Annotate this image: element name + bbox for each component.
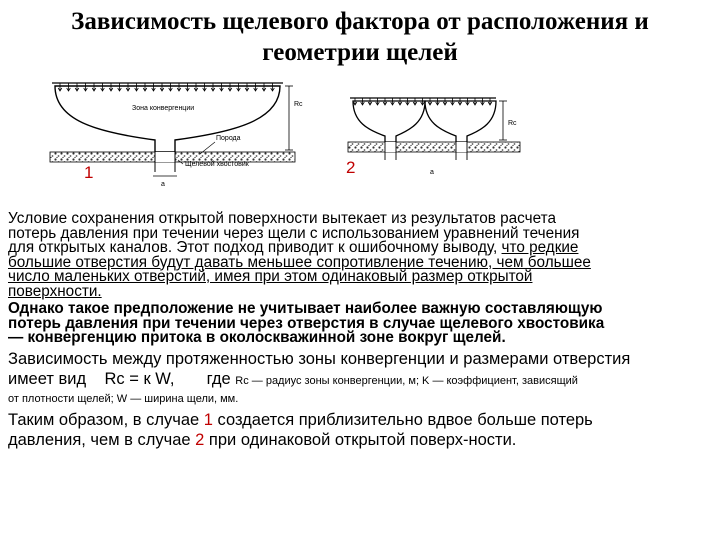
fig2-a-label: a <box>430 169 434 176</box>
rock-label: Порода <box>216 135 241 142</box>
shank-label: Щелевой хвостовик <box>185 161 249 168</box>
para3-line-2-definitions: Rc — радиус зоны конвергенции, м; K — коэффициент, зависящий <box>235 374 578 387</box>
para4-line-1-lead: Таким образом, в случае <box>8 410 204 429</box>
para3-line-2-where: где <box>174 369 236 388</box>
slot-gap-right <box>456 142 467 152</box>
case-2-number: 2 <box>195 430 205 449</box>
slot-gap <box>155 152 175 162</box>
para1-line-3-underlined: что редкие <box>501 239 579 256</box>
paragraph-2 <box>8 302 713 346</box>
para1-line-1: Условие сохранения открытой поверхности вытекает из результатов расчета <box>8 210 556 227</box>
paragraph-3 <box>8 349 713 407</box>
para2-line-2: потерь давления при течении через отверстия в случае щелевого хвостовика <box>8 314 605 332</box>
para4-line-2 <box>8 430 713 450</box>
fig2-rc-label: Rc <box>508 120 517 127</box>
para3-line-3: от плотности щелей; W — ширина щели, мм. <box>8 392 239 405</box>
para3-line-2 <box>8 369 713 391</box>
convergence-zone-right <box>425 101 496 142</box>
figure-2 <box>348 98 520 176</box>
zone-label: Зона конвергенции <box>132 105 195 112</box>
para1-line-3-text: для открытых каналов. Этот подход приводит к ошибочному выводу, <box>8 239 502 256</box>
para3-line-2-lead: имеет вид <box>8 369 105 388</box>
convergence-zone-outline <box>55 86 280 152</box>
page-title <box>20 6 700 68</box>
formula: Rc = к W, <box>104 369 175 388</box>
paragraph-4 <box>8 410 713 450</box>
para3-line-1: Зависимость между протяженностью зоны конвергенции и размерами отверстия <box>8 349 631 368</box>
para4-line-2-tail: при одинаковой открытой поверх-ности. <box>204 430 517 449</box>
para1-line-4: большие отверстия будут давать меньшее сопротивление течению, чем большее <box>8 253 591 271</box>
para1-line-5: число маленьких отверстий, имея при этом одинаковый размер открытой <box>8 268 533 285</box>
para1-line-6: поверхности. <box>8 282 102 300</box>
para2-line-3: — конвергенцию притока в околоскважинной зоне вокруг щелей. <box>8 329 506 346</box>
para4-line-1 <box>8 410 713 430</box>
rock-layer-2 <box>348 142 520 152</box>
case-1-number: 1 <box>203 410 213 429</box>
title-line-1: Зависимость щелевого фактора от расположения и <box>71 8 649 35</box>
fig1-rc-label: Rc <box>294 101 303 108</box>
inflow-arrows <box>58 83 274 91</box>
figure-2-number: 2 <box>346 158 356 177</box>
para2-line-1: Однако такое предположение не учитывает наиболее важную составляющую <box>8 300 603 317</box>
para4-line-1-tail: создается приблизительно вдвое больше потерь <box>212 410 593 429</box>
fig1-a-label: a <box>161 181 165 188</box>
body-text <box>8 212 713 450</box>
para1-line-2: потерь давления при течении через щели с использованием уравнений течения <box>8 224 580 242</box>
paragraph-1 <box>8 212 713 299</box>
slot-gap-left <box>385 142 396 152</box>
slot-geometry-figure <box>0 80 720 200</box>
convergence-zone-left <box>353 101 425 142</box>
para4-line-2-lead: давления, чем в случае <box>8 430 196 449</box>
figure-1-number: 1 <box>84 163 94 182</box>
title-line-2: геометрии щелей <box>262 39 458 66</box>
